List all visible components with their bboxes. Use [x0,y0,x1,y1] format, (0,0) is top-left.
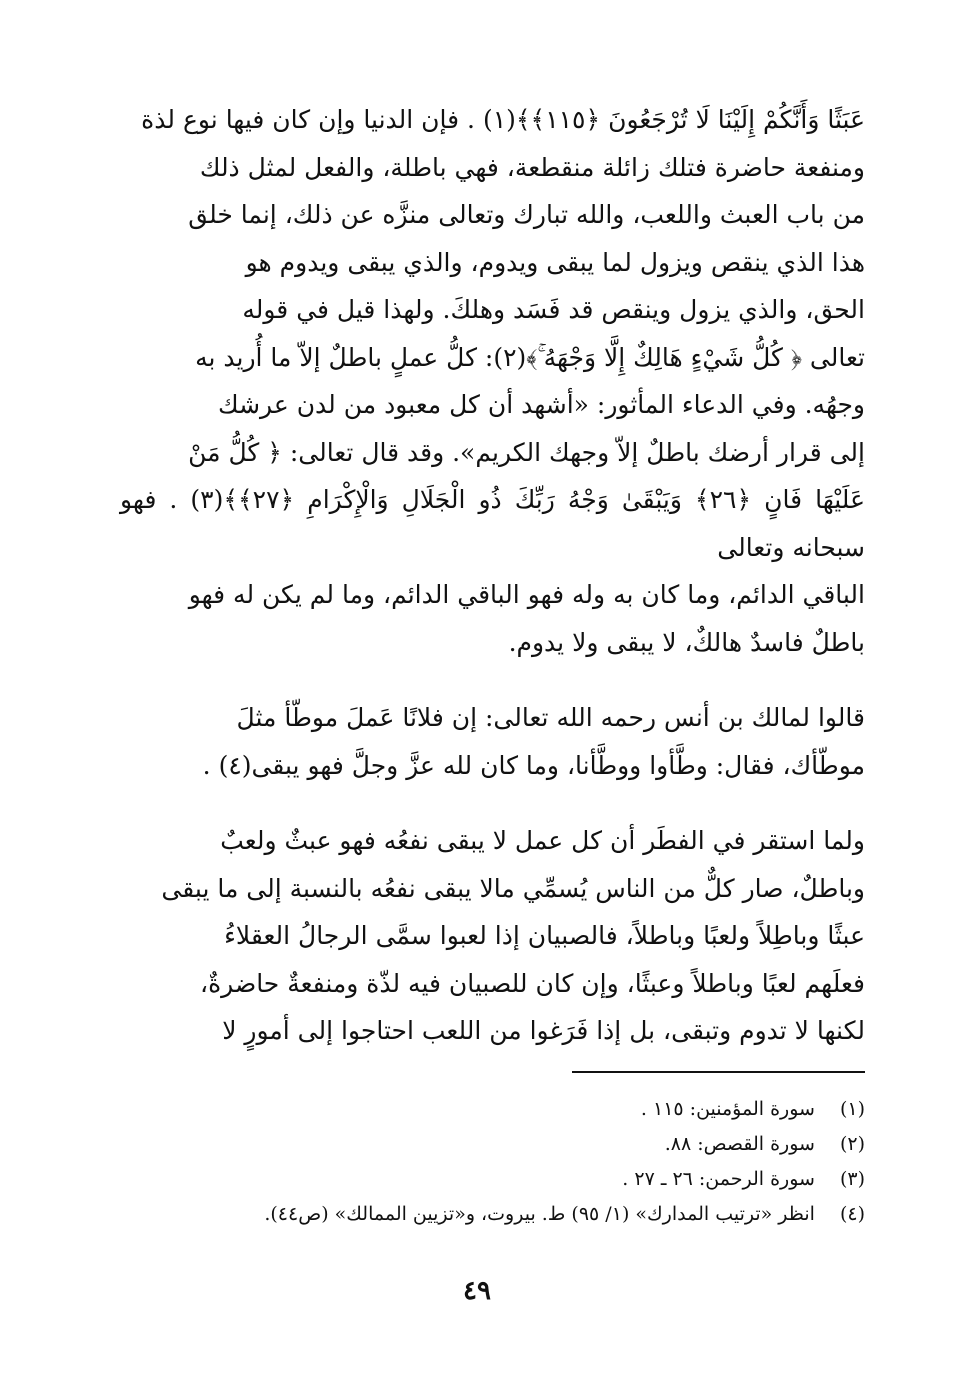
footnote-number: (٤) [839,1203,865,1225]
text-line: إلى قرار أرضك باطلٌ إلاّ وجهك الكريم». وقد قال تعالى: ﴿ كُلُّ مَنْ [188,437,865,467]
footnote-number: (١) [839,1098,865,1120]
text-line: لكنها لا تدوم وتبقى، بل إذا فَرَغوا من اللعب احتاجوا إلى أمورٍ لا [222,1016,865,1045]
text-line: ومنفعة حاضرة فتلك زائلة منقطعة، فهي باطلة، والفعل لمثل ذلك [199,152,865,182]
text-line: عَبَثًا وَأَنَّكُمْ إِلَيْنَا لَا تُرْجَعُونَ ﴿١١٥﴾﴾(١) . فإن الدنيا وإن كان فيها نوع لذة [141,105,865,134]
footnote-1 [120,1092,865,1127]
footnote-text: سورة الرحمن: ٢٦ ـ ٢٧ . [622,1168,815,1190]
text-line: تعالى ﴿ كُلُّ شَيْءٍ هَالِكٌ إِلَّا وَجْهَهُ ۚ﴾(٢): كلُّ عملٍ باطلٌ إلاّ ما أُريد به [195,342,865,372]
footnote-number: (٢) [839,1133,865,1155]
text-line: الحق، والذي يزول وينقص قد فَسَد وهلكَ. ولهذا قيل في قوله [242,295,865,324]
footnote-separator [572,1071,865,1073]
text-line: ولما استقر في الفطَر أن كل عمل لا يبقى نفعُه فهو عبثٌ ولعبٌ [220,826,865,855]
text-line: هذا الذي ينقص ويزول لما يبقى ويدوم، والذي يبقى ويدوم هو [245,247,865,277]
paragraph-2 [120,694,865,789]
text-line: قالوا لمالك بن أنس رحمه الله تعالى: إن فلانًا عَملَ موطّأ مثلَ [236,703,865,732]
main-text [120,96,865,1055]
paragraph-1 [120,96,865,666]
footnote-3 [120,1162,865,1197]
footnote-text: انظر «ترتيب المدارك» (١/ ٩٥) ط. بيروت، و«تزيين الممالك» (ص٤٤). [264,1203,815,1225]
text-line: باطلٌ فاسدٌ هالكٌ، لا يبقى ولا يدوم. [508,627,865,657]
text-line: وباطلٌ، صار كلٌّ من الناس يُسمِّي مالا يبقى نفعُه بالنسبة إلى ما يبقى [161,873,865,903]
text-line: الباقي الدائم، وما كان به وله فهو الباقي الدائم، وما لم يكن له فهو [188,580,865,609]
footnote-4 [120,1197,865,1232]
text-line: فعلَهم لعبًا وباطلاً وعبثًا، وإن كان للصبيان فيه لذّة ومنفعةٌ حاضرةٌ، [200,968,865,998]
footnotes [120,1092,865,1232]
footnote-number: (٣) [839,1168,865,1190]
paragraph-gap [120,666,865,694]
text-line: عبثًا وباطِلاً ولعبًا وباطلاً، فالصبيان إذا لعبوا سمَّى الرجالُ العقلاءُ [224,921,865,950]
footnote-text: سورة القصص: ٨٨. [664,1133,815,1155]
page-number: ٤٩ [463,1276,491,1306]
paragraph-gap [120,789,865,817]
paragraph-3 [120,817,865,1055]
text-line: موطّأك، فقال: وطَّأوا ووطَّأنا، وما كان لله عزَّ وجلَّ فهو يبقى(٤) . [202,750,865,780]
text-line: وجهُه. وفي الدعاء المأثور: «أشهد أن كل معبود من لدن عرشك [218,390,865,419]
footnote-2 [120,1127,865,1162]
footnote-text: سورة المؤمنين: ١١٥ . [640,1098,815,1120]
text-line: من باب العبث واللعب، والله تبارك وتعالى منزَّه عن ذلك، إنما خلق [188,200,865,229]
text-line: عَلَيْهَا فَانٍ ﴿٢٦﴾ وَيَبْقَىٰ وَجْهُ رَبِّكَ ذُو الْجَلَالِ وَالْإِكْرَامِ ﴿٢٧﴾﴾(٣) . فهو سبحانه وتعالى [120,485,865,562]
